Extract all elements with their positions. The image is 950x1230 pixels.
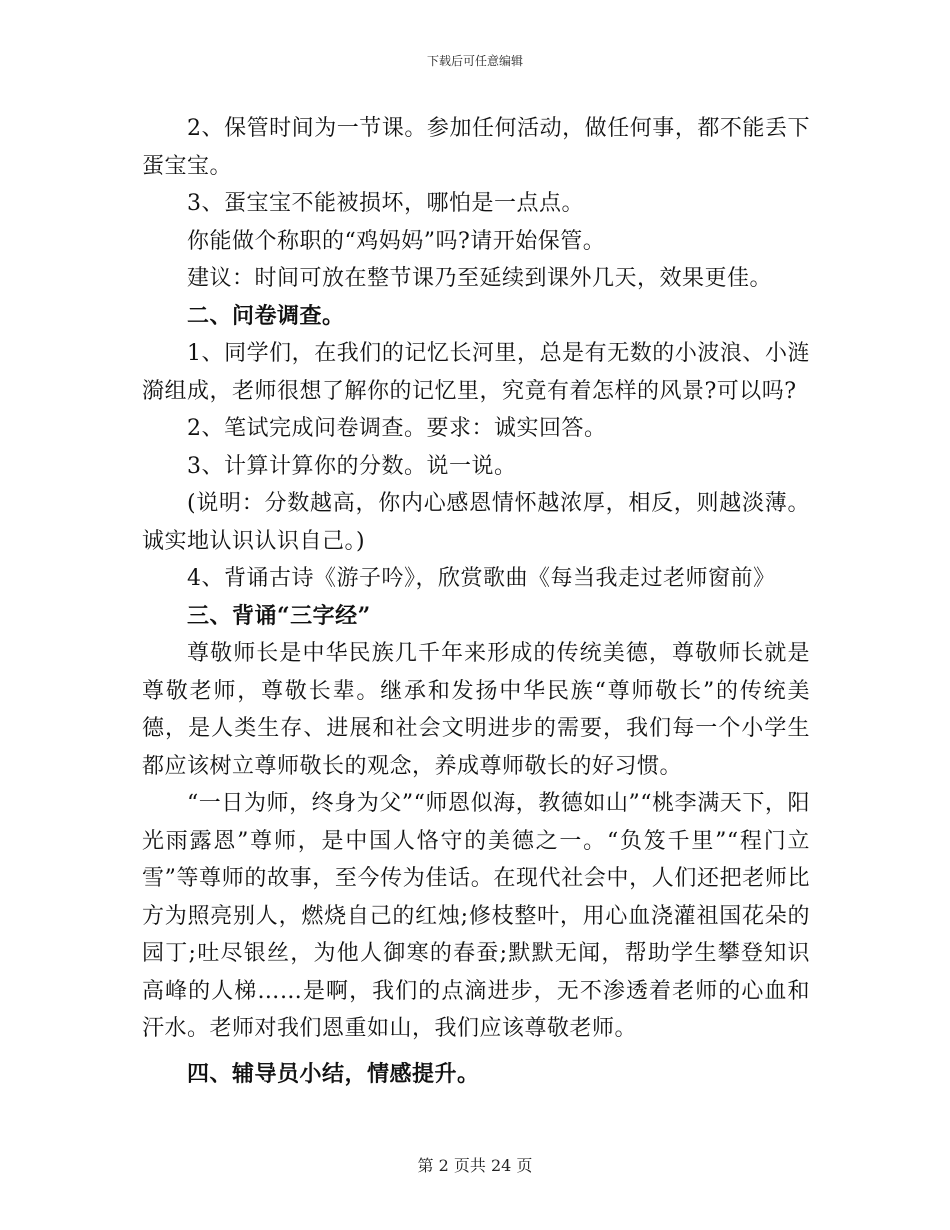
paragraph: (说明：分数越高，你内心感恩情怀越浓厚，相反，则越淡薄。诚实地认识认识自己。) [142,491,810,554]
page-footer: 第 2 页共 24 页 [417,1156,533,1175]
paragraph: 你能做个称职的“鸡妈妈”吗?请开始保管。 [187,228,606,254]
section-heading: 三、背诵“三字经” [187,602,371,629]
section-heading: 四、辅导员小结，情感提升。 [187,1060,480,1087]
paragraph: 3、蛋宝宝不能被损坏，哪怕是一点点。 [187,191,584,216]
spacer [142,1048,810,1056]
paragraph: 2、保管时间为一节课。参加任何活动，做任何事，都不能丢下蛋宝宝。 [142,116,810,179]
paragraph: 4、背诵古诗《游子吟》，欣赏歌曲《每当我走过老师窗前》 [187,566,776,591]
paragraph: 3、计算计算你的分数。说一说。 [187,453,517,479]
paragraph: 建议：时间可放在整节课乃至延续到课外几天，效果更佳。 [187,266,773,291]
paragraph: 尊敬师长是中华民族几千年来形成的传统美德，尊敬师长就是尊敬老师，尊敬长辈。继承和发扬中华民族“尊师敬长”的传统美德，是人类生存、进展和社会文明进步的需要，我们每一个小学生都应该树立尊师敬长的观念，养成尊师敬长的好习惯。 [142,641,810,779]
paragraph: 1、同学们，在我们的记忆长河里，总是有无数的小波浪、小涟漪组成，老师很想了解你的记忆里，究竟有着怎样的风景?可以吗? [142,341,810,404]
paragraph: 2、笔试完成问卷调查。要求：诚实回答。 [187,416,607,441]
section-heading: 二、问卷调查。 [187,302,345,329]
page-header: 下载后可任意编辑 [426,54,523,68]
document-body [142,110,810,1093]
paragraph: “一日为师，终身为父”“师恩似海，教德如山”“桃李满天下，阳光雨露恩”尊师，是中国人恪守的美德之一。“负笈千里”“程门立雪”等尊师的故事，至今传为佳话。在现代社会中，人们还把老师比方为照亮别人，燃烧自己的红烛;修枝整叶，用心血浇灌祖国花朵的园丁;吐尽银丝，为他人御寒的春蚕;默默无闻，帮助学生攀登知识高峰的人梯……是啊，我们的点滴进步，无不渗透着老师的心血和汗水。老师对我们恩重如山，我们应该尊敬老师。 [142,791,810,1041]
